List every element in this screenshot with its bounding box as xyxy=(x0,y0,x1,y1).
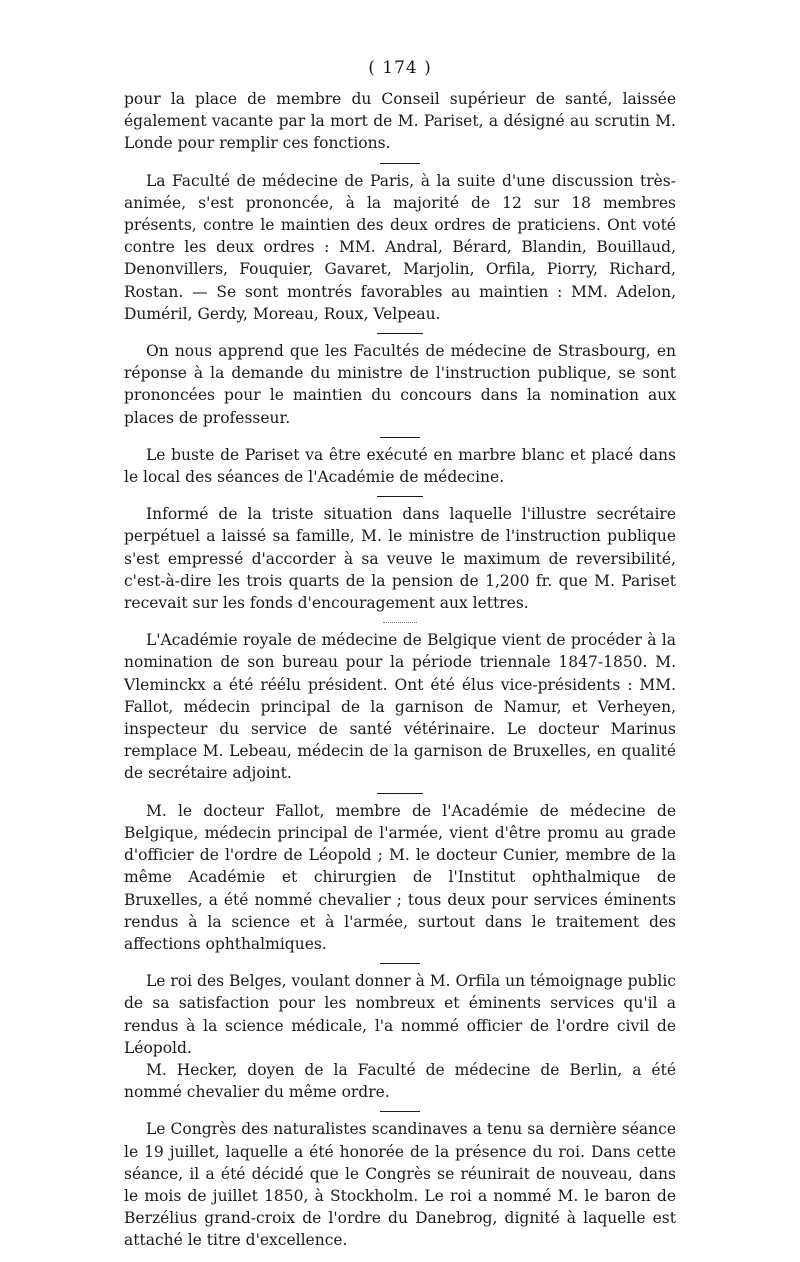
paragraph-council: pour la place de membre du Conseil supérieur de santé, laissée également vacante par la mort de M. Pariset, a désigné au scrutin M. Londe pour remplir ces fonctions. xyxy=(124,90,676,153)
paragraph-faculty-paris: La Faculté de médecine de Paris, à la suite d'une discussion très-animée, s'est prononcée, à la majorité de 12 sur 18 membres présents, contre le maintien des deux ordres de praticiens. Ont voté contre les deux ordres : MM. Andral, Bérard, Blandin, Bouillaud, Denonvillers, Fouquier, Gavaret, Marjolin, Orfila, Piorry, Richard, Rostan. — Se sont montrés favorables au maintien : MM. Adelon, Duméril, Gerdy, Moreau, Roux, Velpeau. xyxy=(124,171,676,323)
article-body xyxy=(124,88,676,1252)
separator-dotted-rule xyxy=(383,622,417,623)
separator-rule xyxy=(377,496,423,497)
paragraph-orfila: Le roi des Belges, voulant donner à M. Orfila un témoignage public de sa satisfaction pour les nombreux et éminents services qu'il a rendus à la science médicale, l'a nommé officier de l'ordre civil de Léopold. xyxy=(124,972,676,1057)
paragraph-strasbourg: On nous apprend que les Facultés de médecine de Strasbourg, en réponse à la demande du ministre de l'instruction publique, se sont prononcées pour le maintien du concours dans la nomination aux places de professeur. xyxy=(124,342,676,427)
separator-rule xyxy=(380,1111,420,1112)
paragraph-scandinavian-congress: Le Congrès des naturalistes scandinaves a tenu sa dernière séance le 19 juillet, laquelle a été honorée de la présence du roi. Dans cette séance, il a été décidé que le Congrès se réunirait de nouveau, dans le mois de juillet 1850, à Stockholm. Le roi a nommé M. le baron de Berzélius grand-croix de l'ordre du Danebrog, dignité à laquelle est attaché le titre d'excellence. xyxy=(124,1120,676,1250)
separator-rule xyxy=(380,437,420,438)
page-number: ( 174 ) xyxy=(368,58,432,78)
paragraph-fallot-cunier: M. le docteur Fallot, membre de l'Académie de médecine de Belgique, médecin principal de l'armée, vient d'être promu au grade d'officier de l'ordre de Léopold ; M. le docteur Cunier, membre de la même Académie et chirurgien de l'Institut ophthalmique de Bruxelles, a été nommé chevalier ; tous deux pour services éminents rendus à la science et à l'armée, surtout dans le traitement des affections ophthalmiques. xyxy=(124,801,676,953)
paragraph-bust-pariset: Le buste de Pariset va être exécuté en marbre blanc et placé dans le local des séances de l'Académie de médecine. xyxy=(124,445,676,487)
separator-rule xyxy=(380,963,420,964)
paragraph-hecker: M. Hecker, doyen de la Faculté de médecine de Berlin, a été nommé chevalier du même ordre. xyxy=(124,1060,676,1102)
paragraph-belgian-academy: L'Académie royale de médecine de Belgique vient de procéder à la nomination de son bureau pour la période triennale 1847-1850. M. Vleminckx a été réélu président. Ont été élus vice-présidents : MM. Fallot, médecin principal de la garnison de Namur, et Verheyen, inspecteur du service de santé vétérinaire. Le docteur Marinus remplace M. Lebeau, médecin de la garnison de Bruxelles, en qualité de secrétaire adjoint. xyxy=(124,631,676,783)
paragraph-widow-pension: Informé de la triste situation dans laquelle l'illustre secrétaire perpétuel a laissé sa famille, M. le ministre de l'instruction publique s'est empressé d'accorder à sa veuve le maximum de reversibilité, c'est-à-dire les trois quarts de la pension de 1,200 fr. que M. Pariset recevait sur les fonds d'encouragement aux lettres. xyxy=(124,505,676,613)
separator-rule xyxy=(377,793,423,794)
separator-rule xyxy=(380,163,420,164)
separator-rule xyxy=(377,333,423,334)
